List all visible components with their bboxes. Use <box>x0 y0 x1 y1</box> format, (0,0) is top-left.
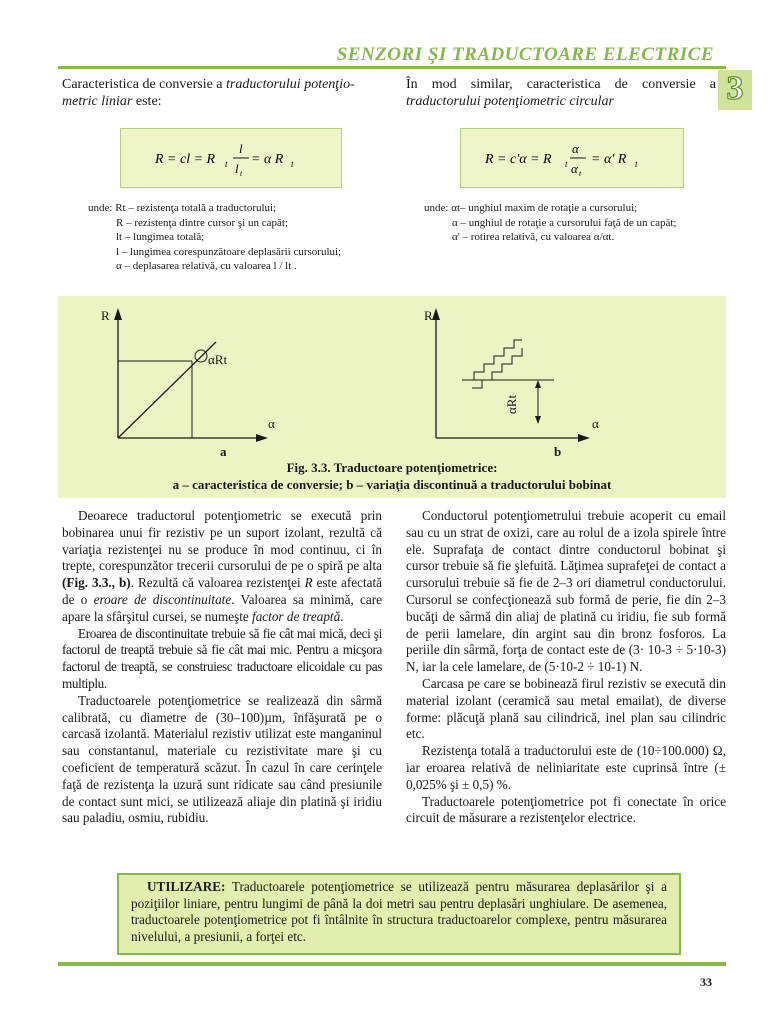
graph-b-dim-arrow-down <box>535 416 541 424</box>
intro-right-text1: În mod similar, caracteristica de conversie a <box>406 77 716 92</box>
utilizare-body: Traductoarele potenţiometrice se utilizează pentru măsurarea deplasărilor şi a poziţiilor liniare, pentru lungimi de până la doi metri sau pentru deplasări unghiulare. De asemenea, traductoarele potenţiometrice pot fi întâlnite în structura traductoarelor complexe, pentru măsurarea nivelului, a presiunii, a forţei etc. <box>131 879 667 944</box>
svg-text:l: l <box>239 141 243 156</box>
utilizare-text <box>119 875 679 945</box>
graph-b-x-arrow <box>578 434 590 442</box>
intro-left <box>62 76 384 110</box>
body-right-p4: Traductoarele potenţiometrice pot fi conectate în orice circuit de măsurare a rezistenţelor electrice. <box>406 793 726 826</box>
def-left-3: lt – lungimea totală; <box>116 231 205 243</box>
footer-rule <box>58 962 726 966</box>
figure-panel <box>58 296 726 498</box>
header-rule <box>58 66 726 69</box>
graph-a-line <box>118 342 216 438</box>
definitions-right <box>424 201 724 245</box>
graph-b-x-label: α <box>592 416 599 431</box>
formula-box-right <box>460 128 684 188</box>
graph-b-y-label: R <box>424 308 433 323</box>
body-right-p3: Rezistenţa totală a traductorului este de (10÷100.000) Ω, iar eroarea relativă de neliniaritate este cuprinsă între (± 0,025% şi ± 0,5) %. <box>406 743 726 792</box>
svg-text:R = cl = R: R = cl = R <box>155 152 216 167</box>
utilizare-label: UTILIZARE: <box>147 879 226 894</box>
graph-a-curve-label: αRt <box>208 352 228 367</box>
graph-b-step-label: αRt <box>504 394 519 414</box>
def-left-4: l – lungimea corespunzătoare deplasării cursorului; <box>116 245 342 258</box>
body-left-p2: Eroarea de discontinuitate trebuie să fie cât mai mică, deci şi factorul de treaptă trebuie să fie cât mai mic. Pentru a micşora factorul de treaptă, se construiesc traductoare elicoidale cu pas multiplu. <box>62 625 382 691</box>
body-left-p1 <box>62 508 382 626</box>
svg-text:= α R: = α R <box>251 152 284 167</box>
graph-a-y-label: R <box>101 308 110 323</box>
p1-term-eroare: eroare de discontinuitate <box>93 591 232 607</box>
svg-text:t: t <box>579 169 582 178</box>
svg-text:t: t <box>565 159 568 169</box>
graph-b-steps-lower <box>472 348 522 388</box>
svg-text:t: t <box>240 169 243 178</box>
body-left-column <box>62 508 382 827</box>
def-left-2: R – rezistenţa dintre cursor şi un capăt; <box>116 216 288 229</box>
p1-symbol-r: R <box>304 575 313 591</box>
p1-part-e: este afectată de o <box>62 575 383 607</box>
chapter-number: 3 <box>726 70 744 107</box>
formula-box-left <box>120 128 342 188</box>
formula-right-render <box>461 129 683 187</box>
formula-left-render <box>121 129 341 187</box>
intro-right-term: traductorului potenţiometric circular <box>406 94 614 109</box>
utilizare-box <box>117 873 681 955</box>
svg-text:α: α <box>571 161 578 176</box>
svg-text:α: α <box>572 141 579 156</box>
p1-part-c: . Rezultă că valoarea rezistenţei <box>130 575 305 591</box>
svg-text:t: t <box>291 159 294 169</box>
running-title: SENZORI ŞI TRADUCTOARE ELECTRICE <box>336 44 714 65</box>
intro-right <box>406 76 716 110</box>
graph-b-dim-arrow-up <box>535 380 541 388</box>
svg-text:l: l <box>235 161 239 176</box>
figure-caption-title: Fig. 3.3. Traductoare potenţiometrice: <box>286 460 498 475</box>
body-right-p2: Carcasa pe care se bobinează firul rezistiv se execută din material izolant (ceramică sau metal emailat), de diverse forme: plăcuţă plană sau cilindrică, inel plan sau cilindric etc. <box>406 675 726 742</box>
graph-b <box>414 304 654 454</box>
def-left-5: α – deplasarea relativă, cu valoarea l / lt . <box>116 260 297 272</box>
p1-part-a: Deoarece traductorul potenţiometric se execută prin bobinarea unui fir rezistiv pe un suport izolant, rezultă că variaţia rezistenţei nu se produce în mod continuu, ci în trepte, corespunzător trecerii cursorului de pe o spiră pe alta <box>62 508 382 574</box>
graph-b-panel-label: b <box>554 444 562 459</box>
body-right-p1: Conductorul potenţiometrului trebuie acoperit cu email sau cu un strat de oxizi, care au rolul de a izola spirele între ele. Suprafaţa de contact dintre conductorul bobinat şi cursor trebuie să fie şlefuită. Lăţimea suprafeţei de contact a cursorului trebuie să fie de 2–3 ori diametrul conductorului. Cursorul se confecţionează sub formă de perie, fie din 2–3 bucăţi de sârmă din aliaj de platină cu iridiu, fie sub formă de perii lamelare, din argint sau din bronz fosforos. La periile din sârmă, forţa de contact este de (3· 10-3 ÷ 5·10-3) N, iar la cele lamelare, de (5·10-2 ÷ 10-1) N. <box>406 508 726 675</box>
def-left-1: unde: Rt – rezistenţa totală a traductorului; <box>88 202 277 214</box>
p1-fig-ref: (Fig. 3.3., b) <box>62 575 131 591</box>
figure-caption-sub: a – caracteristica de conversie; b – variaţia discontinuă a traductorului bobinat <box>172 477 612 492</box>
def-right-2: α – unghiul de rotaţie a cursorului faţă de un capăt; <box>452 216 677 229</box>
page-number: 33 <box>700 975 712 989</box>
page-header <box>0 0 768 72</box>
svg-text:t: t <box>635 159 638 169</box>
body-right-column <box>406 508 726 827</box>
graph-a-panel-label: a <box>220 444 227 459</box>
p1-term-factor: factor de treaptă <box>252 608 341 624</box>
def-right-1: unde: αt– unghiul maxim de rotaţie a cursorului; <box>424 202 638 214</box>
graph-a-x-arrow <box>256 434 268 442</box>
intro-left-text3: este: <box>132 94 162 109</box>
formula-right-text <box>461 129 462 130</box>
figure-caption <box>58 459 726 493</box>
body-left-p3: Traductoarele potenţiometrice se realizează din sârmă calibrată, cu diametre de (30–100)µm, înfăşurată pe o carcasă izolantă. Materialul rezistiv utilizat este manganinul sau constantanul, materiale cu rezistivitate mare şi cu coeficient de temperatură scăzut. În cazul în care cerinţele faţă de rezistenţa la uzură sunt ridicate sau când presiunile de contact sunt mici, se utilizează aliaje din platină şi iridiu sau paladiu, osmiu, rubidiu. <box>62 692 382 826</box>
def-right-3: α' – rotirea relativă, cu valoarea α/αt. <box>452 231 615 243</box>
definitions-left <box>88 201 388 274</box>
formula-left-text <box>121 129 122 130</box>
svg-text:= α' R: = α' R <box>591 152 627 167</box>
svg-text:t: t <box>225 159 228 169</box>
p1-part-i: . <box>340 608 344 624</box>
graph-a-x-label: α <box>268 416 275 431</box>
p1-part-g: . Valoarea sa minimă, care apare la sfârşitul cursei, se numeşte <box>62 591 383 624</box>
intro-left-term: traductorului potenţio-metric liniar <box>62 77 355 109</box>
graph-a <box>86 304 326 454</box>
graph-b-y-arrow <box>432 308 440 320</box>
svg-text:R = c'α = R: R = c'α = R <box>485 152 552 167</box>
graph-a-y-arrow <box>114 308 122 320</box>
intro-left-text1: Caracteristica de conversie a <box>62 77 227 92</box>
